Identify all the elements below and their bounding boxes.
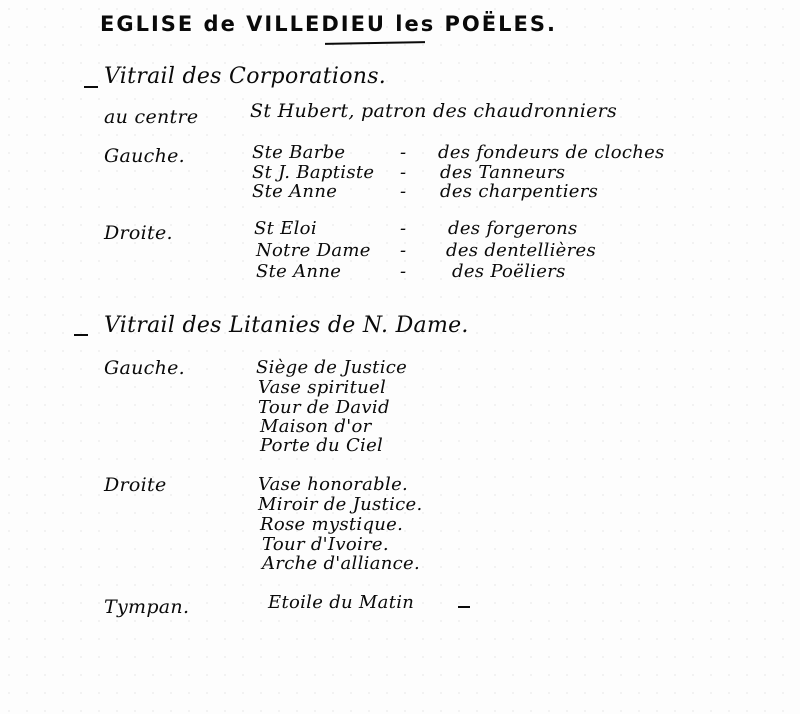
guild-name: des dentellières	[446, 240, 597, 261]
guild-name: des forgerons	[448, 218, 578, 239]
trailing-dash	[458, 606, 470, 608]
bullet-dash	[84, 86, 98, 88]
litany-item: Tour d'Ivoire.	[262, 534, 389, 555]
litany-item: Vase honorable.	[258, 474, 409, 495]
litany-item: Arche d'alliance.	[262, 553, 421, 574]
gauche-label: Gauche.	[104, 145, 186, 167]
separator-dash: -	[400, 162, 407, 183]
tympan-text: Etoile du Matin	[268, 592, 415, 613]
litany-item: Tour de David	[258, 397, 390, 418]
guild-name: des charpentiers	[440, 181, 599, 202]
gauche-label: Gauche.	[104, 357, 186, 379]
saint-name: Ste Anne	[256, 261, 342, 282]
saint-name: St Eloi	[254, 218, 317, 239]
separator-dash: -	[400, 181, 407, 202]
droite-label: Droite	[104, 474, 167, 496]
litany-item: Vase spirituel	[258, 377, 387, 398]
separator-dash: -	[400, 142, 407, 163]
separator-dash: -	[400, 261, 407, 282]
centre-label: au centre	[104, 106, 199, 128]
centre-text: St Hubert, patron des chaudronniers	[250, 100, 618, 122]
guild-name: des Tanneurs	[440, 162, 566, 183]
saint-name: Ste Barbe	[252, 142, 346, 163]
droite-label: Droite.	[104, 222, 173, 244]
tympan-label: Tympan.	[104, 596, 190, 618]
litany-item: Rose mystique.	[260, 514, 404, 535]
litany-item: Porte du Ciel	[260, 435, 384, 456]
separator-dash: -	[400, 218, 407, 239]
title-underline	[325, 41, 425, 45]
guild-name: des Poëliers	[452, 261, 566, 282]
saint-name: Ste Anne	[252, 181, 338, 202]
section-heading-litanies: Vitrail des Litanies de N. Dame.	[104, 313, 469, 338]
separator-dash: -	[400, 240, 407, 261]
page-title: EGLISE de VILLEDIEU les POËLES.	[100, 12, 557, 36]
section-heading-corporations: Vitrail des Corporations.	[104, 64, 387, 89]
bullet-dash	[74, 334, 88, 336]
saint-name: Notre Dame	[256, 240, 371, 261]
litany-item: Maison d'or	[260, 416, 372, 437]
litany-item: Siège de Justice	[256, 357, 408, 378]
litany-item: Miroir de Justice.	[258, 494, 423, 515]
guild-name: des fondeurs de cloches	[438, 142, 665, 163]
saint-name: St J. Baptiste	[252, 162, 375, 183]
